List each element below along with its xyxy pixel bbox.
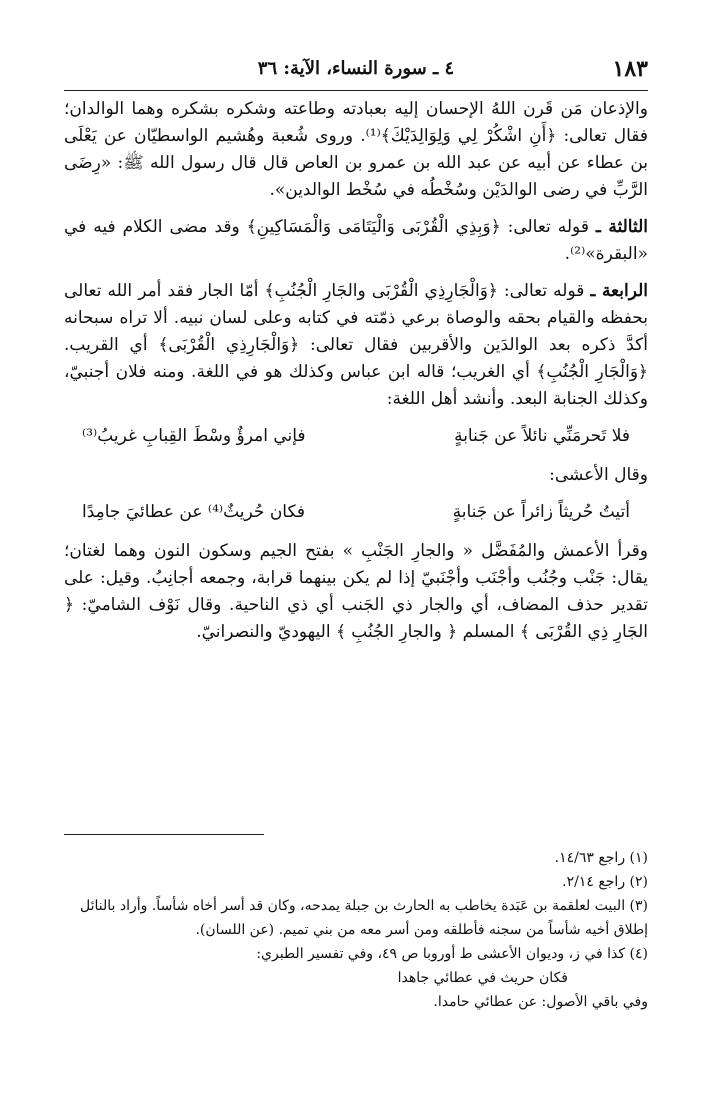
section-label-fourth: الرابعة ـ [590,281,648,301]
footnote-4-tail: وفي باقي الأصول: عن عطائي حامدا. [433,994,648,1010]
footnote-1: (١) راجع ١٤/٦٣. [554,850,648,866]
paragraph-third [64,214,648,268]
paragraph-asha-intro: وقال الأعشى: [549,465,648,485]
verse-2-second-hemistich: فكان حُريثٌ⁽⁴⁾ عن عطائيَ جامِدًا [82,502,305,522]
footnotes [64,846,648,1014]
page-header [64,52,648,88]
poem-verse-2 [82,499,630,526]
footnote-2: (٢) راجع ٢/١٤. [562,874,648,890]
section-label-third: الثالثة ـ [595,217,648,237]
running-head: ٤ ـ سورة النساء، الآية: ٣٦ [257,58,455,79]
poem-verse-1 [82,423,630,450]
footnote-4: (٤) كذا في ز، وديوان الأعشى ط أوروبا ص ٤٩، وفي تفسير الطبري: [256,946,648,962]
verse-2-first-hemistich: أتيتُ حُريثاً زائراً عن جَنابةٍ [452,502,630,522]
header-rule [64,90,648,91]
verse-1-first-hemistich: فلا تَحرمَنِّي نائلاً عن جَنابةٍ [454,426,630,446]
footnote-4-verse: فكان حريث في عطائي جاهدا [397,970,568,986]
page-number: ١٨٣ [612,56,648,82]
paragraph-readings: وقرأ الأعمش والمُفَضَّل « والجارِ الجَنْبِ » بفتح الجيم وسكون النون وهما لغتان؛ يقال: جَنْب وجُنُب وأجْنَب وأجْنَبيّ إذا لم يكن بينهما قرابة، وجمعه أجانِبُ. وقيل: على تقدير حذف المضاف، أي والجار ذي الجَنب أي ذي الناحية. وقال نَوْف الشاميّ: ﴿ الجَارِ ذِي القُرْبَى ﴾ المسلم ﴿ والجارِ الجُنُبِ ﴾ اليهوديّ والنصرانيّ. [64,541,648,642]
footnote-3: (٣) البيت لعلقمة بن عَبَدة يخاطب به الحارث بن جبلة يمدحه، وكان قد أسر أخاه شأساً. وأراد بالنائل إطلاق أخيه شأساً من سجنه فأطلقه ومن أسر معه من بني تميم. (عن اللسان). [80,898,648,938]
footnote-separator [64,834,264,835]
paragraph-third-text: قوله تعالى: ﴿وَبِذِي الْقُرْبَى وَالْيَتَامَى وَالْمَسَاكِينِ﴾ وقد مضى الكلام فيه في «البقرة»⁽²⁾. [64,217,648,264]
paragraph-fourth-text: قوله تعالى: ﴿وَالْجَارِذِي الْقُرْبَى والجَارِ الْجُنُبِ﴾ أمّا الجار فقد أمر الله تعالى بحفظه والقيام بحقه والوصاة برعي ذمّته في كتابه وعلى لسان نبيه. ألا تراه سبحانه أكدَّ ذكره بعد الوالدَين والأقربين فقال تعالى: ﴿وَالْجَارِذِي الْقُرْبَى﴾ أي القريب. ﴿وَالْجَارِ الْجُنُبِ﴾ أي الغريب؛ قاله ابن عباس وكذلك هو في اللغة. ومنه فلان أجنبيّ، وكذلك الجنابة البعد. وأنشد أهل اللغة: [64,281,648,409]
main-text [64,96,648,656]
verse-1-second-hemistich: فإني امرؤٌ وسْطَ القِبابِ غريبُ⁽³⁾ [82,426,306,446]
paragraph-fourth [64,278,648,413]
paragraph-1: والإذعان مَن قَرن اللهُ الإحسان إليه بعبادته وطاعته وشكره بشكره وهما الوالدان؛ فقال تعالى: ﴿أَنِ اشْكُرْ لِي وَلِوَالِدَيْكَ﴾⁽¹⁾. وروى شُعبة وهُشيم الواسطيّان عن يَعْلَى بن عطاء عن أبيه عن عبد الله بن عمرو بن العاص قال قال رسول الله ﷺ: «رِضَى الرَّبِّ في رضى الوالدَيْن وسُخْطُه في سُخْط الوالدين». [64,99,648,200]
